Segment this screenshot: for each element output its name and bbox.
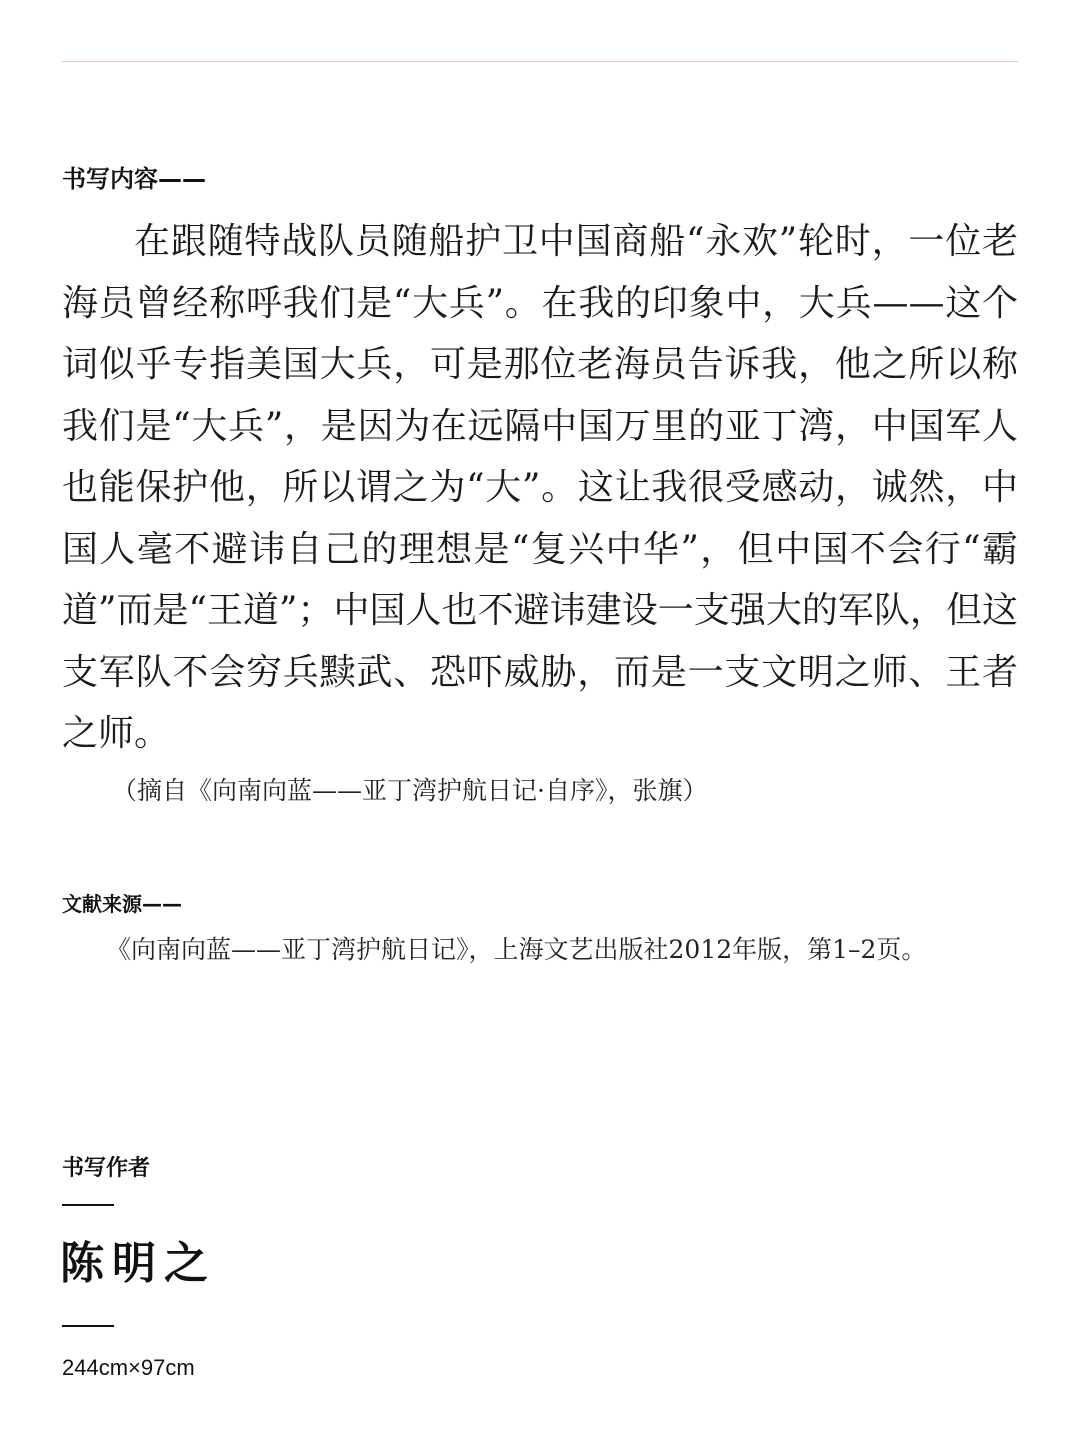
passage-citation: （摘自《向南向蓝——亚丁湾护航日记·自序》，张旗） (112, 776, 708, 805)
author-divider (62, 1204, 114, 1206)
source-section-label: 文献来源—— (62, 892, 182, 916)
content-passage: 在跟随特战队员随船护卫中国商船“永欢”轮时，一位老海员曾经称呼我们是“大兵”。在我的印象中，大兵——这个词似乎专指美国大兵，可是那位老海员告诉我，他之所以称我们是“大兵”，是因为在远隔中国万里的亚丁湾，中国军人也能保护他，所以谓之为“大”。这让我很受感动，诚然，中国人毫不避讳自己的理想是“复兴中华”，但中国不会行“霸道”而是“王道”；中国人也不避讳建设一支强大的军队，但这支军队不会穷兵黩武、恐吓威胁，而是一支文明之师、王者之师。 (62, 221, 1018, 754)
content-section-label: 书写内容—— (62, 165, 206, 193)
author-section-label: 书写作者 (62, 1156, 151, 1181)
author-name: 陈明之 (60, 1238, 216, 1289)
artwork-dimensions: 244cm×97cm (62, 1355, 195, 1380)
source-reference: 《向南向蓝——亚丁湾护航日记》，上海文艺出版社2012年版，第1–2页。 (106, 935, 927, 964)
dimensions-divider (62, 1325, 114, 1327)
top-divider (62, 61, 1018, 62)
